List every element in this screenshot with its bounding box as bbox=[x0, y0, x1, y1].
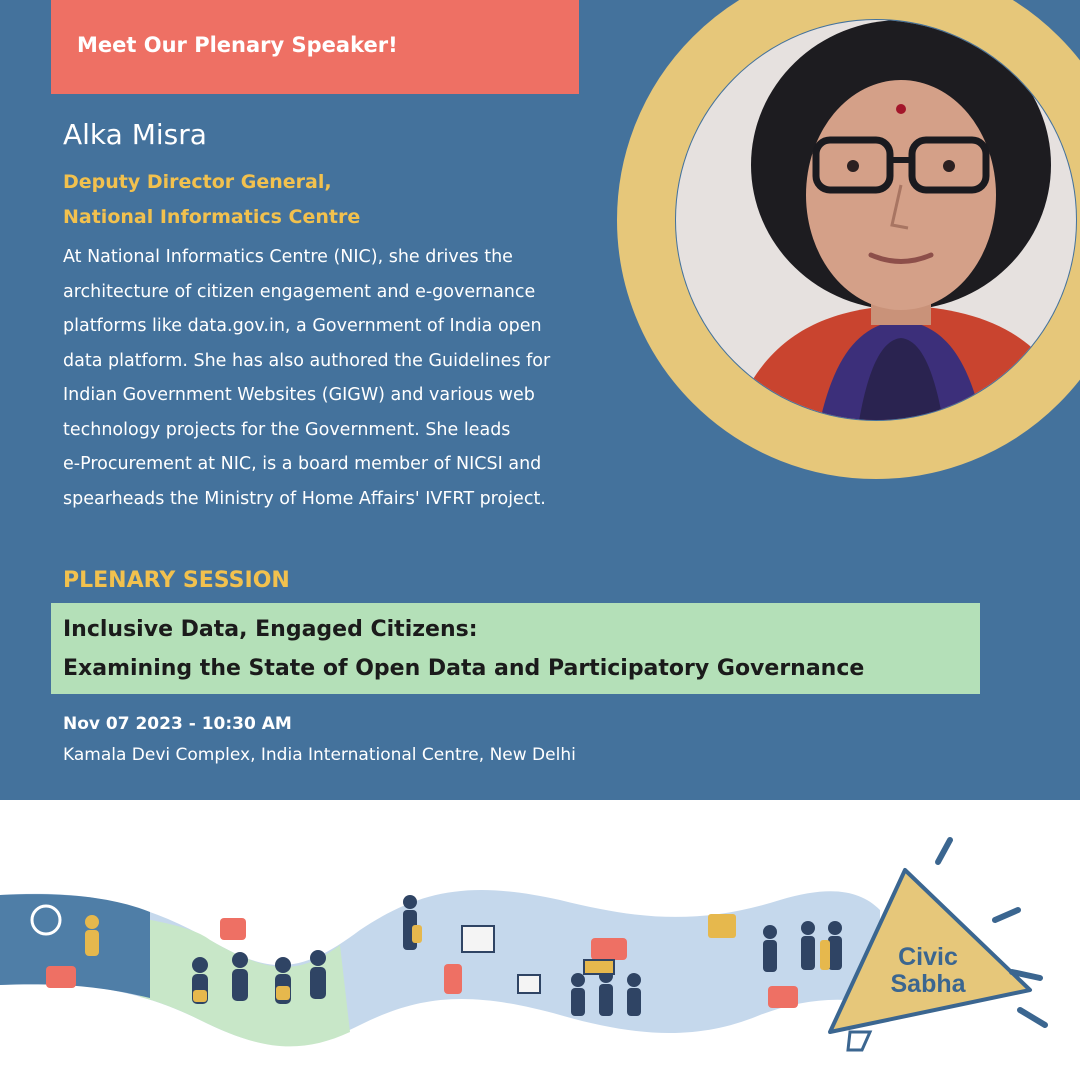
bio-line: technology projects for the Government. She leads bbox=[63, 419, 511, 440]
event-datetime: Nov 07 2023 - 10:30 AM bbox=[63, 714, 292, 734]
sound-ray bbox=[938, 840, 950, 862]
event-venue: Kamala Devi Complex, India International Centre, New Delhi bbox=[63, 745, 576, 765]
bio-line: At National Informatics Centre (NIC), she drives the bbox=[63, 247, 513, 267]
megaphone-handle bbox=[848, 1032, 870, 1050]
speaker-photo-frame bbox=[616, 0, 1080, 500]
session-title-box bbox=[51, 603, 980, 694]
logo-text-line-2: Sabha bbox=[890, 970, 966, 998]
speaker-title-line-1: Deputy Director General, bbox=[63, 171, 332, 193]
speaker-bio bbox=[63, 240, 633, 516]
speech-bubble-icon bbox=[444, 964, 462, 994]
header-banner bbox=[51, 0, 579, 94]
session-title-line-1: Inclusive Data, Engaged Citizens: bbox=[63, 617, 478, 642]
bio-line: e-Procurement at NIC, is a board member of NICSI and bbox=[63, 454, 542, 474]
bio-line: spearheads the Ministry of Home Affairs' IVFRT project. bbox=[63, 488, 546, 509]
bio-line: data platform. She has also authored the Guidelines for bbox=[63, 350, 551, 371]
session-label: PLENARY SESSION bbox=[63, 568, 290, 593]
bio-line: architecture of citizen engagement and e-governance bbox=[63, 281, 536, 302]
sound-ray bbox=[995, 910, 1018, 920]
session-title-line-2: Examining the State of Open Data and Participatory Governance bbox=[63, 656, 865, 681]
speaker-title-line-2: National Informatics Centre bbox=[63, 206, 361, 228]
speech-bubble-icon bbox=[768, 986, 798, 1008]
civic-illustration-strip bbox=[0, 800, 1080, 1080]
banner-title: Meet Our Plenary Speaker! bbox=[77, 33, 398, 57]
bio-line: platforms like data.gov.in, a Government of India open bbox=[63, 316, 542, 336]
speaker-name: Alka Misra bbox=[63, 118, 207, 151]
bio-line: Indian Government Websites (GIGW) and various web bbox=[63, 385, 535, 405]
speech-bubble-icon bbox=[591, 938, 627, 960]
speaker-photo bbox=[616, 0, 1080, 500]
bottom-panel bbox=[0, 800, 1080, 1080]
sound-ray bbox=[1020, 1010, 1045, 1025]
speech-bubble-icon bbox=[46, 966, 76, 988]
person-with-trophy-icon bbox=[85, 915, 99, 956]
speech-bubble-icon bbox=[220, 918, 246, 940]
logo-text-line-1: Civic bbox=[898, 943, 958, 971]
